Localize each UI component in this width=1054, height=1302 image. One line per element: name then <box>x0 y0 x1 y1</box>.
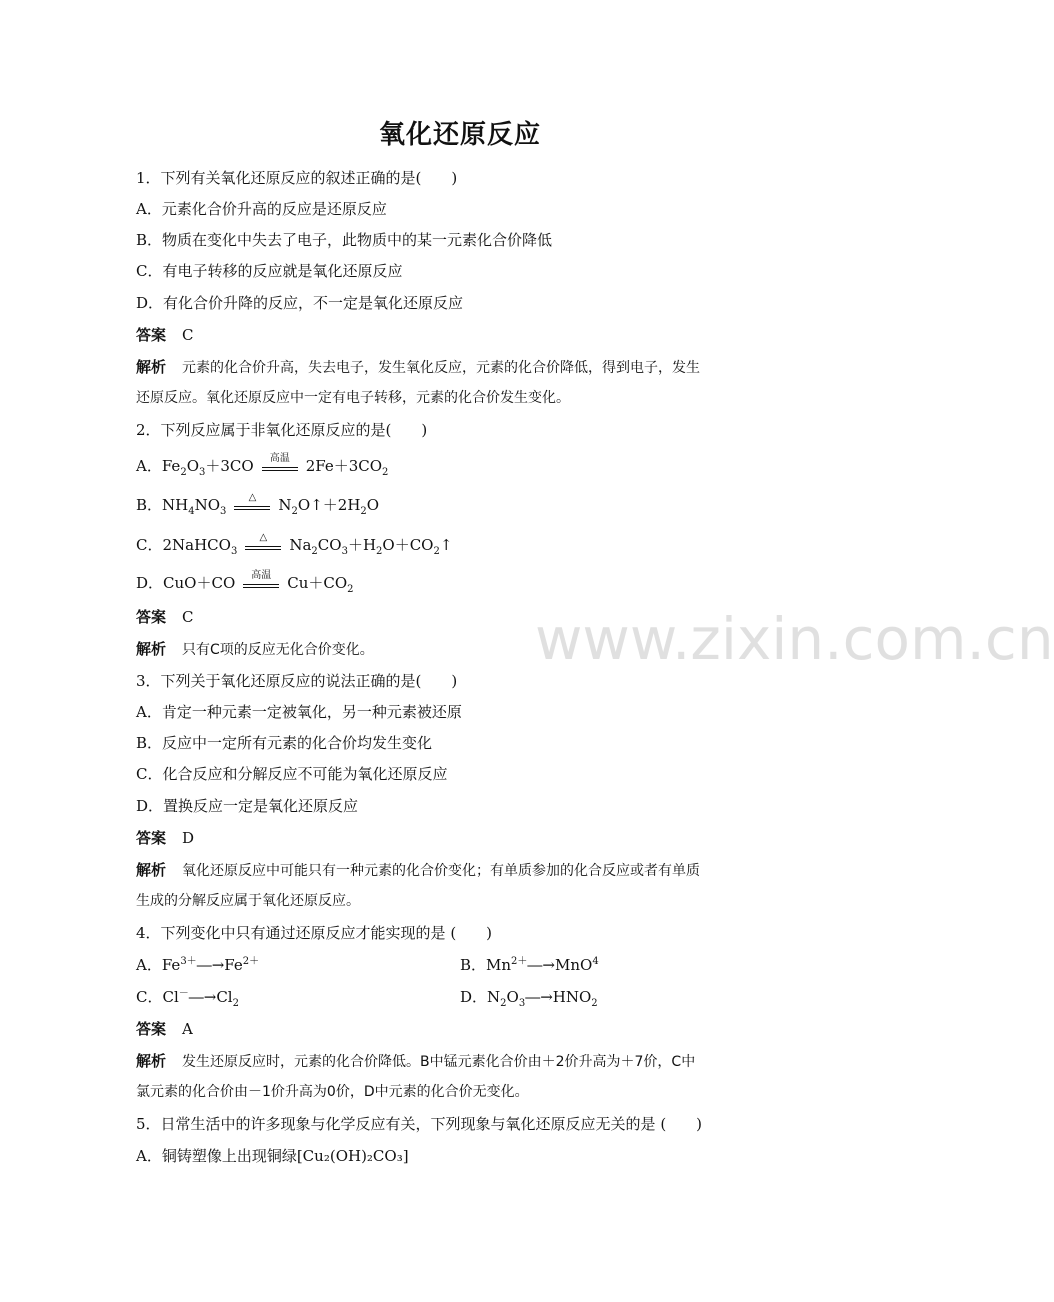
answer-value: C <box>182 326 194 344</box>
q2-option-b: B．$NH_4NO_3$ △ $N_2O↑+2H_2O$ <box>136 492 380 517</box>
condition-arrow: △ <box>232 496 272 516</box>
q4-option-d: D．$N_2O_3―\to HNO_2$ <box>460 988 598 1009</box>
q1-option-d: D．有化合价升降的反应，不一定是氧化还原反应 <box>136 294 464 312</box>
q5-stem: 5．日常生活中的许多现象与化学反应有关，下列现象与氧化还原反应无关的是 ( ) <box>136 1115 703 1133</box>
q2-option-d: D．CuO＋CO 高温 $Cu+CO_2$ <box>136 570 354 595</box>
answer-label: 答案 <box>136 326 167 344</box>
q1-option-b: B．物质在变化中失去了电子，此物质中的某一元素化合价降低 <box>136 231 553 249</box>
answer-value: C <box>182 608 194 626</box>
q1-explanation-line2: 还原反应。氧化还原反应中一定有电子转移，元素的化合价发生变化。 <box>136 390 570 406</box>
page-title: 氧化还原反应 <box>378 120 541 150</box>
q1-explanation-line1: 解析 元素的化合价升高，失去电子，发生氧化反应，元素的化合价降低，得到电子，发生 <box>136 358 701 376</box>
answer-label: 答案 <box>136 608 167 626</box>
answer-label: 答案 <box>136 1020 167 1038</box>
q3-option-d: D．置换反应一定是氧化还原反应 <box>136 797 359 815</box>
condition-arrow: 高温 <box>260 457 300 477</box>
q2-explanation: 解析 只有C项的反应无化合价变化。 <box>136 640 374 658</box>
q3-option-a: A．肯定一种元素一定被氧化，另一种元素被还原 <box>136 703 462 721</box>
explanation-label: 解析 <box>136 640 167 658</box>
q1-stem: 1．下列有关氧化还原反应的叙述正确的是( ) <box>136 169 458 187</box>
q2-answer <box>136 607 194 627</box>
q4-stem: 4．下列变化中只有通过还原反应才能实现的是 ( ) <box>136 924 493 942</box>
answer-label: 答案 <box>136 829 167 847</box>
explanation-label: 解析 <box>136 1052 167 1070</box>
q2-option-c: C．2NaHCO$_3$ △ $Na_2CO_3+H_2O+CO_2↑$ <box>136 532 453 557</box>
answer-value: A <box>182 1020 193 1038</box>
q1-option-c: C．有电子转移的反应就是氧化还原反应 <box>136 262 403 280</box>
q2-stem: 2．下列反应属于非氧化还原反应的是( ) <box>136 421 428 439</box>
q1-answer <box>136 325 194 345</box>
q4-answer <box>136 1019 193 1039</box>
explanation-label: 解析 <box>136 358 167 376</box>
condition-arrow: △ <box>243 536 283 556</box>
q4-explanation-line1: 解析 发生还原反应时，元素的化合价降低。B中锰元素化合价由＋2价升高为＋7价，C中 <box>136 1052 696 1070</box>
q4-option-b: B．$Mn^{2+}―\to MnO^4$ <box>460 956 599 974</box>
watermark: www.zixin.com.cn <box>535 605 1054 673</box>
q4-option-a: A．$Fe^{3+}―\to Fe^{2+}$ <box>136 956 260 974</box>
q4-explanation-line2: 氯元素的化合价由－1价升高为0价，D中元素的化合价无变化。 <box>136 1084 529 1100</box>
q3-explanation-line1: 解析 氧化还原反应中可能只有一种元素的化合价变化；有单质参加的化合反应或者有单质 <box>136 861 701 879</box>
q3-answer <box>136 828 194 848</box>
q3-option-c: C．化合反应和分解反应不可能为氧化还原反应 <box>136 765 448 783</box>
condition-arrow: 高温 <box>241 574 281 594</box>
q3-stem: 3．下列关于氧化还原反应的说法正确的是( ) <box>136 672 458 690</box>
q2-option-a: A．$Fe_2O_3+3CO$ 高温 $2Fe+3CO_2$ <box>136 453 389 478</box>
q1-option-a: A．元素化合价升高的反应是还原反应 <box>136 200 387 218</box>
answer-value: D <box>182 829 195 847</box>
explanation-label: 解析 <box>136 861 167 879</box>
q5-option-a: A．铜铸塑像上出现铜绿[Cu₂(OH)₂CO₃] <box>136 1147 409 1165</box>
q3-option-b: B．反应中一定所有元素的化合价均发生变化 <box>136 734 433 752</box>
q3-explanation-line2: 生成的分解反应属于氧化还原反应。 <box>136 893 360 909</box>
q4-option-c: C．$Cl^-―\to Cl_2$ <box>136 988 239 1009</box>
